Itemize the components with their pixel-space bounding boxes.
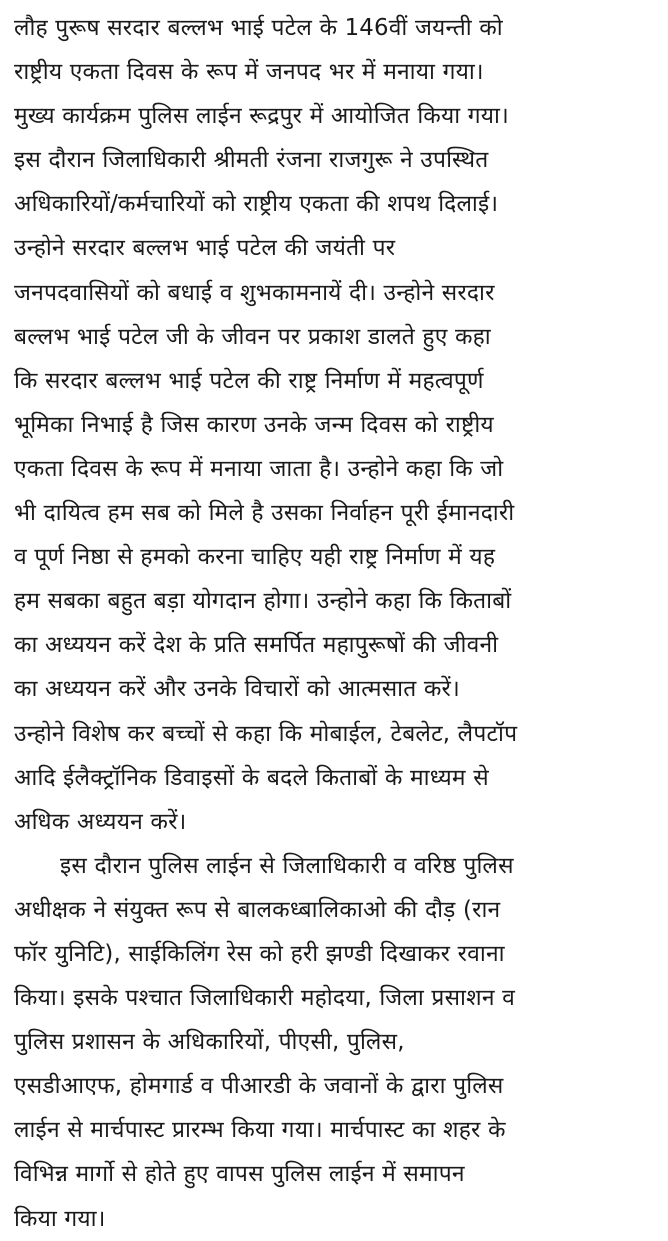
text-line: का अध्ययन करें देश के प्रति समर्पित महापुरूषों की जीवनी bbox=[14, 632, 499, 659]
text-line: बल्लभ भाई पटेल जी के जीवन पर प्रकाश डालते हुए कहा bbox=[14, 323, 491, 350]
text-line: अधिकारियों/कर्मचारियों को राष्ट्रीय एकता की शपथ दिलाई। bbox=[14, 191, 499, 218]
text-line: विभिन्न मार्गो से होते हुए वापस पुलिस लाईन में समापन bbox=[14, 1161, 465, 1188]
text-line: लाईन से मार्चपास्ट प्रारम्भ किया गया। मार्चपास्ट का शहर के bbox=[14, 1117, 506, 1144]
text-line: फॉर युनिटि), साईकिलिंग रेस को हरी झण्डी दिखाकर रवाना bbox=[14, 940, 505, 967]
text-line: का अध्ययन करें और उनके विचारों को आत्मसात करें। bbox=[14, 676, 460, 703]
text-line: भूमिका निभाई है जिस कारण उनके जन्म दिवस को राष्ट्रीय bbox=[14, 411, 494, 438]
text-line: लौह पुरूष सरदार बल्लभ भाई पटेल के 146वीं जयन्ती को bbox=[14, 15, 503, 41]
text-line: उन्होने सरदार बल्लभ भाई पटेल की जयंती पर bbox=[14, 235, 396, 262]
text-line: अधिक अध्ययन करें। bbox=[14, 808, 187, 835]
paragraph-2 bbox=[14, 844, 660, 1241]
text-line: पुलिस प्रशासन के अधिकारियों, पीएसी, पुलिस, bbox=[14, 1029, 405, 1056]
text-line: भी दायित्व हम सब को मिले है उसका निर्वाहन पूरी ईमानदारी bbox=[14, 500, 515, 527]
text-line: हम सबका बहुत बड़ा योगदान होगा। उन्होने कहा कि किताबों bbox=[14, 588, 512, 615]
text-line: किया गया। bbox=[14, 1205, 106, 1232]
text-line: उन्होने विशेष कर बच्चों से कहा कि मोबाईल, टेबलेट, लैपटॉप bbox=[14, 720, 518, 747]
text-line: आदि ईलैक्ट्रॉनिक डिवाइसों के बदले किताबों के माध्यम से bbox=[14, 764, 489, 791]
text-line: किया। इसके पश्चात जिलाधिकारी महोदया, जिला प्रसाशन व bbox=[14, 985, 515, 1012]
text-line: एसडीआएफ, होमगार्ड व पीआरडी के जवानों के द्वारा पुलिस bbox=[14, 1073, 504, 1100]
text-line: कि सरदार बल्लभ भाई पटेल की राष्ट्र निर्माण में महत्वपूर्ण bbox=[14, 367, 484, 394]
text-line: मुख्य कार्यक्रम पुलिस लाईन रूद्रपुर में आयोजित किया गया। bbox=[14, 103, 509, 130]
text-line: व पूर्ण निष्ठा से हमको करना चाहिए यही राष्ट्र निर्माण में यह bbox=[14, 544, 496, 571]
text-line: इस दौरान जिलाधिकारी श्रीमती रंजना राजगुरू ने उपस्थित bbox=[14, 147, 489, 174]
text-line: एकता दिवस के रूप में मनाया जाता है। उन्होने कहा कि जो bbox=[14, 455, 504, 482]
paragraph-1 bbox=[14, 6, 660, 844]
text-line: अधीक्षक ने संयुक्त रूप से बालकध्बालिकाओ की दौड़ (रान bbox=[14, 896, 501, 923]
text-line: जनपदवासियों को बधाई व शुभकामनायें दी। उन्होने सरदार bbox=[14, 279, 495, 306]
text-line: राष्ट्रीय एकता दिवस के रूप में जनपद भर में मनाया गया। bbox=[14, 59, 484, 86]
text-line: इस दौरान पुलिस लाईन से जिलाधिकारी व वरिष्ठ पुलिस bbox=[60, 852, 514, 879]
